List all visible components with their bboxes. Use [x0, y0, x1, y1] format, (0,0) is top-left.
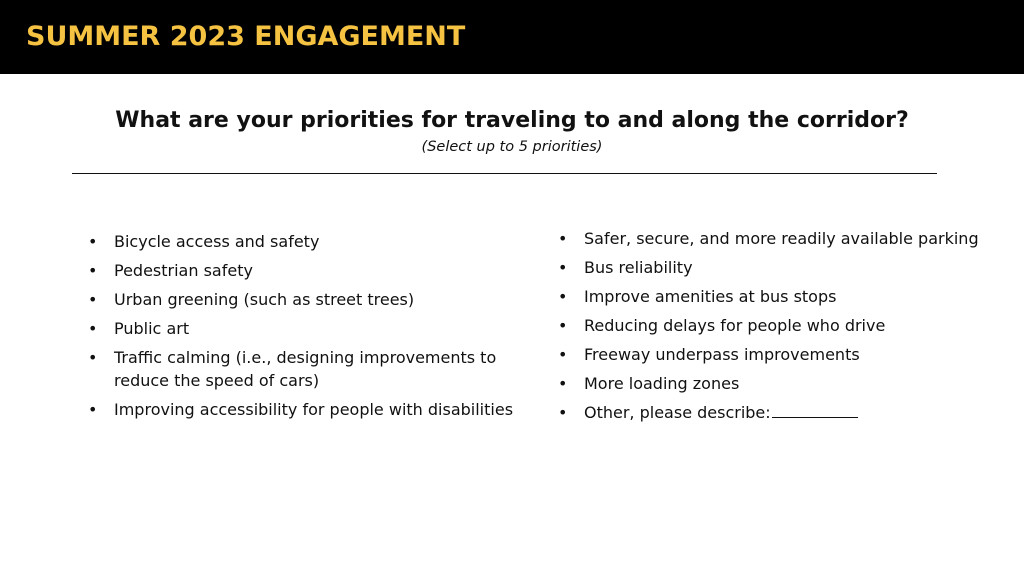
bullet-icon: • — [88, 232, 98, 251]
list-item — [558, 256, 998, 279]
header-bar — [0, 0, 1024, 74]
list-item-label: Pedestrian safety — [114, 261, 253, 280]
list-item-label: More loading zones — [584, 374, 740, 393]
list-item — [558, 401, 998, 424]
list-item — [558, 314, 998, 337]
list-item-label: Urban greening (such as street trees) — [114, 290, 415, 309]
list-item-label: Freeway underpass improvements — [584, 345, 860, 364]
bullet-icon: • — [558, 374, 568, 393]
bullet-icon: • — [88, 319, 98, 338]
list-item-label: Safer, secure, and more readily available parking — [584, 229, 979, 248]
list-item-label: Other, please describe: — [584, 403, 771, 422]
list-item — [88, 317, 538, 340]
bullet-icon: • — [558, 287, 568, 306]
bullet-icon: • — [558, 229, 568, 248]
list-item — [558, 343, 998, 366]
list-item-label: Bus reliability — [584, 258, 693, 277]
bullet-icon: • — [558, 258, 568, 277]
list-item-label: Reducing delays for people who drive — [584, 316, 886, 335]
priority-list-left — [88, 230, 538, 427]
bullet-icon: • — [88, 261, 98, 280]
list-item-label: Improve amenities at bus stops — [584, 287, 837, 306]
bullet-icon: • — [558, 403, 568, 422]
bullet-icon: • — [558, 316, 568, 335]
bullet-icon: • — [88, 400, 98, 419]
list-item-label: Improving accessibility for people with disabilities — [114, 400, 514, 419]
bullet-icon: • — [88, 348, 98, 367]
list-item — [88, 259, 538, 282]
bullet-icon: • — [88, 290, 98, 309]
list-item — [88, 398, 538, 421]
question-subtitle: (Select up to 5 priorities) — [421, 139, 603, 155]
list-item — [558, 285, 998, 308]
list-item — [558, 372, 998, 395]
list-item — [88, 288, 538, 311]
bullet-icon: • — [558, 345, 568, 364]
divider — [72, 173, 937, 174]
list-item-label: Bicycle access and safety — [114, 232, 320, 251]
fill-in-blank-line — [772, 402, 858, 418]
list-item — [88, 346, 538, 392]
list-item-label: Traffic calming (i.e., designing improvements to reduce the speed of cars) — [114, 348, 497, 390]
question-title: What are your priorities for traveling to and along the corridor? — [115, 108, 909, 133]
header-title: SUMMER 2023 ENGAGEMENT — [26, 21, 466, 52]
priority-list-right — [558, 227, 998, 430]
list-item — [558, 227, 998, 250]
list-item — [88, 230, 538, 253]
list-item-label: Public art — [114, 319, 190, 338]
